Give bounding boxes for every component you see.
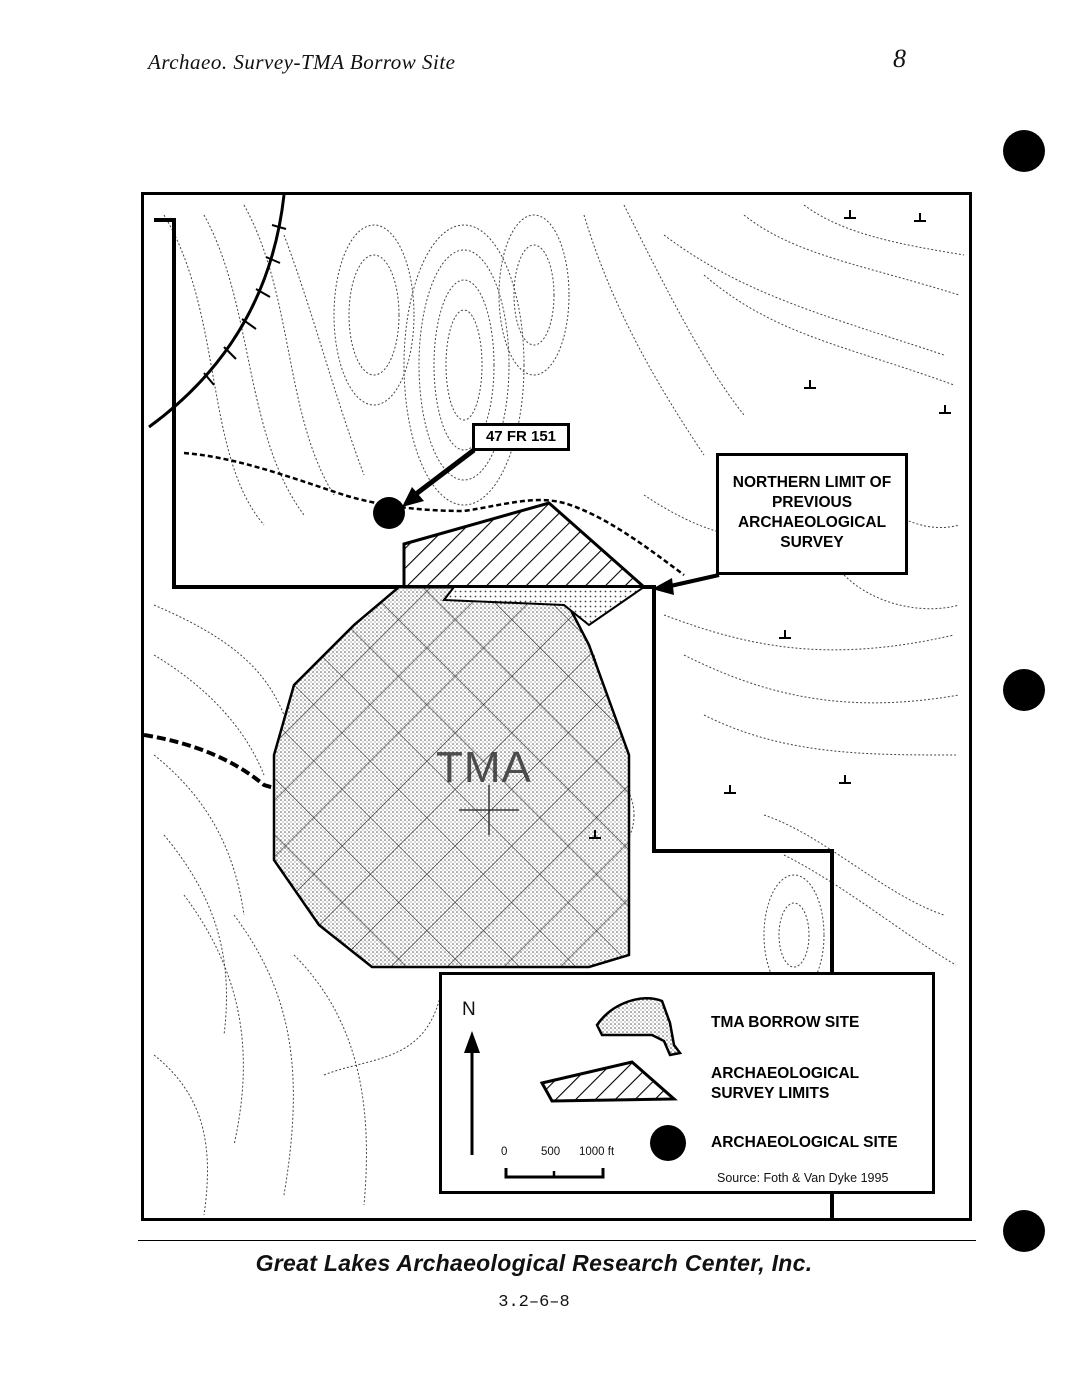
running-title: Archaeo. Survey-TMA Borrow Site [148,50,456,74]
map-source-note: Source: Foth & Van Dyke 1995 [717,1171,889,1185]
scale-label-0: 0 [501,1146,508,1158]
limit-arrow-line [666,575,719,587]
page-number: 8 [893,44,906,73]
scale-label-1000: 1000 ft [579,1146,615,1158]
northern-limit-line-3: ARCHAEOLOGICAL [737,514,887,531]
tma-borrow-site-symbol [597,998,680,1055]
archaeological-site-dot [373,497,405,529]
binder-hole-middle [1003,669,1045,711]
footer-document-code: 3.2–6–8 [498,1293,570,1312]
legend-label-survey-limits-2: SURVEY LIMITS [711,1085,830,1102]
legend-label-tma-borrow-site: TMA BORROW SITE [711,1014,860,1031]
footer-organization: Great Lakes Archaeological Research Center, Inc. [255,1250,813,1276]
northern-limit-label [716,453,908,575]
legend-symbols [442,975,938,1197]
legend-label-survey-limits-1: ARCHAEOLOGICAL [711,1065,860,1082]
north-arrow-head [464,1031,480,1053]
northern-limit-line-1: NORTHERN LIMIT OF [732,474,892,491]
legend-label-archaeological-site: ARCHAEOLOGICAL SITE [711,1134,898,1151]
binder-hole-top [1003,130,1045,172]
scale-label-500: 500 [541,1146,561,1158]
topographic-map [141,192,972,1221]
north-letter: N [462,999,476,1020]
site-label-47fr151: 47 FR 151 [472,423,570,451]
binder-hole-bottom [1003,1210,1045,1252]
survey-limits-area [404,503,644,587]
survey-limits-symbol [542,1062,674,1101]
northern-limit-line-2: PREVIOUS [771,494,853,511]
map-legend [439,972,935,1194]
footer-rule [138,1240,976,1241]
site-arrow-line [412,450,474,497]
tma-label: TMA [436,743,532,792]
railroad-line [149,195,284,427]
northern-limit-line-4: SURVEY [780,534,844,551]
archaeological-site-symbol [650,1125,686,1161]
